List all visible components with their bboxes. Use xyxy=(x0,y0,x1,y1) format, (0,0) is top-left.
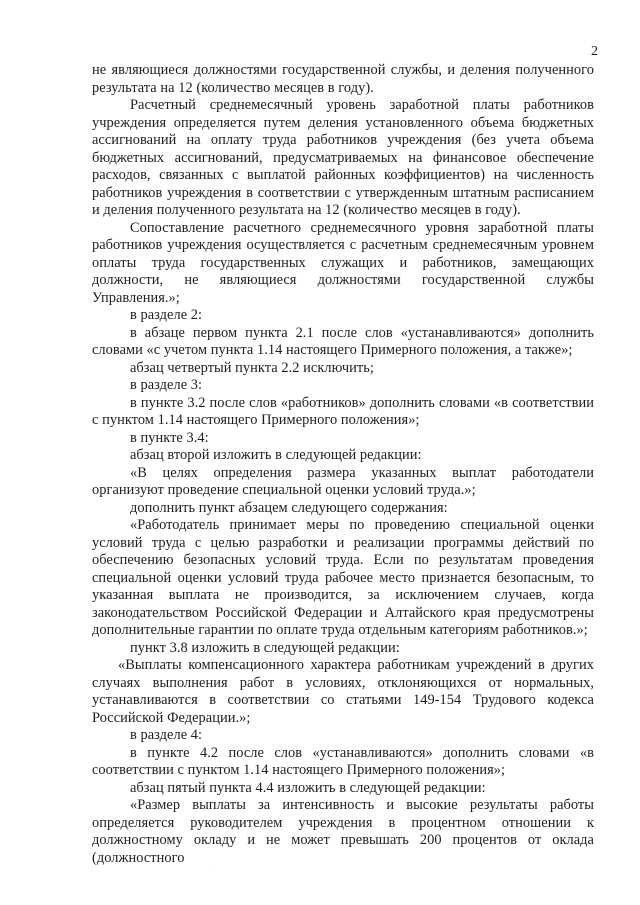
paragraph: в разделе 3: xyxy=(130,377,203,393)
paragraph: «Выплаты компенсационного характера работникам учреждений в других случаях выполнения работ в условиях, отклоняющихся от нормальных, устанавливаются в соответствии со статьями 149-154 Трудового кодекса Российской Федерации.»; xyxy=(92,657,594,726)
paragraph: Сопоставление расчетного среднемесячного уровня заработной платы работников учреждения осуществляется с расчетным среднемесячным уровнем оплаты труда государственных служащих и работников, замещающих должности, не являющиеся должностями государственной службы Управления.»; xyxy=(92,219,594,306)
paragraph: абзац пятый пункта 4.4 изложить в следующей редакции: xyxy=(130,779,486,796)
paragraph: в абзаце первом пункта 2.1 после слов «устанавливаются» дополнить словами «с учетом пункта 1.14 настоящего Примерного положения, а также»; xyxy=(92,324,594,358)
paragraph: не являющиеся должностями государственной службы, и деления полученного результата на 12 (количество месяцев в году). xyxy=(92,62,594,96)
paragraph: абзац второй изложить в следующей редакции: xyxy=(130,447,422,463)
document-body xyxy=(92,62,594,867)
scan-dot: . xyxy=(212,863,214,869)
paragraph: дополнить пункт абзацем следующего содержания: xyxy=(130,499,448,516)
paragraph: Расчетный среднемесячный уровень заработной платы работников учреждения определяется путем деления установленного объема бюджетных ассигнований на оплату труда работников учреждения (без учета объема бюджетных ассигнований, предусматриваемых на финансовое обеспечение расходов, связанных с выплатой районных коэффициентов) на численность работников учреждения в соответствии с утвержденным штатным расписанием и деления полученного результата на 12 (количество месяцев в году). xyxy=(92,97,594,218)
page-number: 2 xyxy=(591,44,598,59)
paragraph: в разделе 2: xyxy=(130,307,203,323)
paragraph: пункт 3.8 изложить в следующей редакции: xyxy=(130,639,400,656)
paragraph: «Работодатель принимает меры по проведению специальной оценки условий труда с целью разработки и реализации программы действий по обеспечению безопасных условий труда. Если по результатам проведения специальной оценки условий труда рабочее место признается безопасным, то указанная выплата не производится, за исключением случаев, когда законодательством Российской Федерации и Алтайского края предусмотрены дополнительные гарантии по оплате труда отдельным категориям работников.»; xyxy=(92,517,594,638)
paragraph: «Размер выплаты за интенсивность и высокие результаты работы определяется руководителем учреждения в процентном отношении к должностному окладу и не может превышать 200 процентов от оклада (должностного xyxy=(92,797,594,866)
paragraph: в пункте 3.2 после слов «работников» дополнить словами «в соответствии с пунктом 1.14 настоящего Примерного положения»; xyxy=(92,394,594,428)
paragraph: в разделе 4: xyxy=(130,727,203,743)
paragraph: в пункте 3.4: xyxy=(130,429,209,446)
paragraph: абзац четвертый пункта 2.2 исключить; xyxy=(130,359,374,376)
paragraph: в пункте 4.2 после слов «устанавливаются» дополнить словами «в соответствии с пунктом 1.14 настоящего Примерного положения»; xyxy=(92,744,594,778)
paragraph: «В целях определения размера указанных выплат работодатели организуют проведение специальной оценки условий труда.»; xyxy=(92,464,594,498)
